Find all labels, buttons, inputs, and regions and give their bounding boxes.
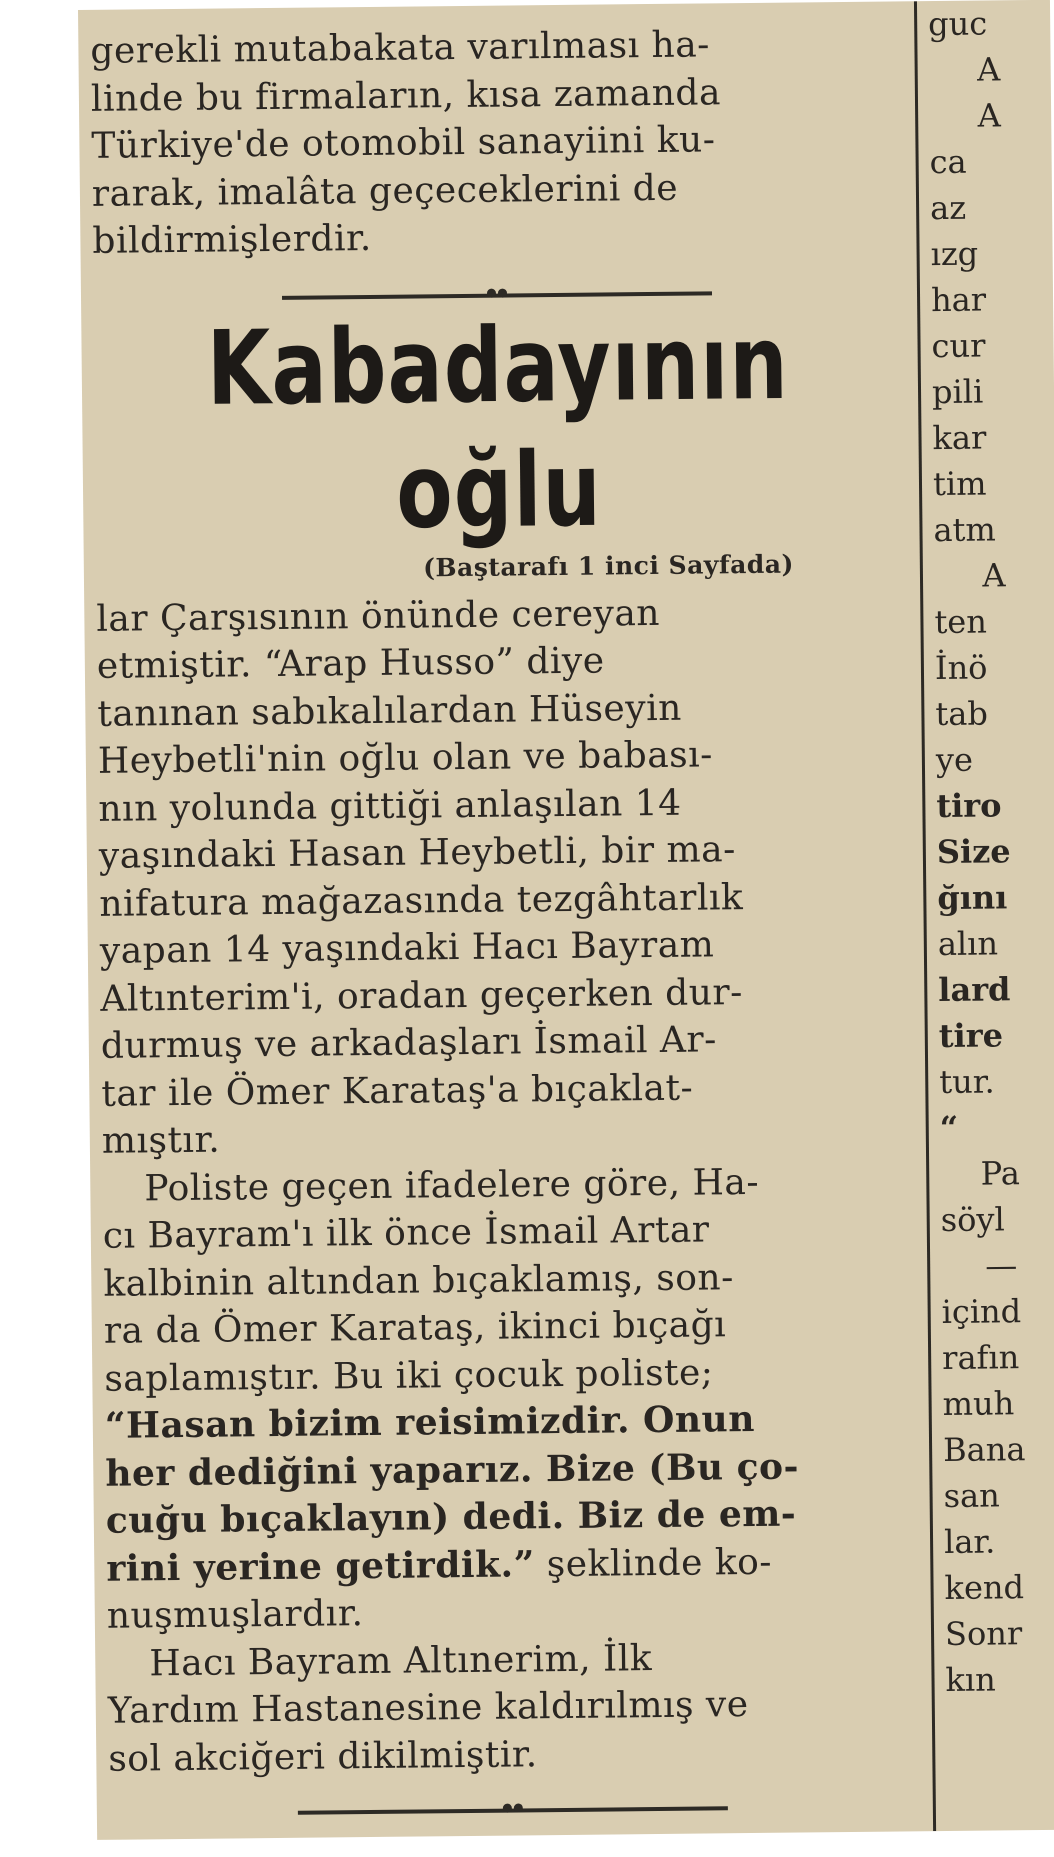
side-column-line: lar. — [943, 1522, 996, 1562]
side-column-line: atm — [933, 510, 996, 550]
text-line: Yardım Hastanesine kaldırılmış ve — [107, 1684, 749, 1732]
quote-line: rini yerine getirdik.” — [106, 1542, 536, 1590]
text-line — [106, 1537, 914, 1593]
text-line: etmiştir. “Arap Husso” diye — [96, 640, 605, 687]
headline: Kabadayının oğlu — [206, 303, 790, 552]
side-column-line: tire — [938, 1016, 1004, 1056]
side-column-line: kar — [932, 418, 987, 458]
text-line: kalbinin altından bıçaklamış, son- — [103, 1256, 734, 1305]
quote-line: “Hasan bizim reisimizdir. Onun — [104, 1397, 756, 1447]
text-line: saplamıştır. Bu iki çocuk poliste; — [104, 1351, 714, 1400]
text-line: tar ile Ömer Karataş'a bıçaklat- — [101, 1067, 694, 1115]
side-column-line: tiro — [936, 786, 1002, 826]
side-column-line: alın — [937, 924, 999, 964]
text-line: bildirmişlerdir. — [92, 217, 372, 262]
side-column-line: cur — [931, 326, 986, 366]
side-column-line: ye — [935, 740, 974, 780]
text-line: durmuş ve arkadaşları İsmail Ar- — [100, 1019, 718, 1067]
text-line: ra da Ömer Karataş, ikinci bıçağı — [103, 1304, 727, 1352]
side-column-line: pili — [931, 372, 984, 412]
text-line: nifatura mağazasında tezgâhtarlık — [99, 876, 744, 925]
side-column-line: içind — [941, 1292, 1022, 1332]
text-line: linde bu firmaların, kısa zamanda — [90, 71, 722, 120]
text-line: Poliste geçen ifadelere göre, Ha- — [144, 1161, 760, 1209]
side-column-line: rafın — [941, 1338, 1020, 1378]
side-column-line: az — [929, 188, 967, 228]
side-column-line: A — [976, 50, 1001, 89]
text-line: sol akciğeri dikilmiştir. — [108, 1733, 538, 1780]
paragraph-3 — [107, 1632, 916, 1783]
text-line: gerekli mutabakata varılması ha- — [90, 24, 711, 72]
paragraph-2 — [102, 1157, 915, 1640]
text-line: nın yolunda gittiği anlaşılan 14 — [98, 782, 682, 830]
text-line: yaşındaki Hasan Heybetli, bir ma- — [98, 829, 736, 877]
side-column-line: İnö — [934, 648, 988, 688]
quote-line: her dediğini yaparız. Bize (Bu ço- — [105, 1445, 800, 1495]
text-line: tanınan sabıkalılardan Hüseyin — [97, 687, 682, 735]
side-column-line: Size — [936, 832, 1011, 872]
article-top-tail — [90, 19, 900, 265]
side-column-line: “ — [939, 1108, 959, 1148]
main-column — [90, 1, 917, 1839]
side-column-line: Pa — [980, 1154, 1021, 1193]
quote-line: cuğu bıçaklayın) dedi. Biz de em- — [105, 1492, 797, 1542]
text-fragment: şeklinde ko- — [534, 1541, 773, 1585]
adjacent-column-fragment — [928, 0, 1054, 1703]
text-line: cı Bayram'ı ilk önce İsmail Artar — [102, 1209, 710, 1257]
side-column-line: A — [977, 96, 1001, 135]
text-line: yapan 14 yaşındaki Hacı Bayram — [99, 924, 715, 972]
text-line: mıştır. — [101, 1119, 221, 1162]
text-line: Türkiye'de otomobil sanayiini ku- — [91, 119, 716, 167]
side-column-line: har — [930, 280, 987, 320]
text-line: nuşmuşlardır. — [106, 1593, 364, 1637]
side-column-line: Bana — [942, 1430, 1026, 1470]
side-column-line: söyl — [940, 1200, 1005, 1240]
side-column-line: ızg — [930, 234, 979, 274]
side-column-line: — — [984, 1246, 1018, 1285]
continuation-note: (Baştarafı 1 inci Sayfada) — [422, 549, 794, 582]
side-column-line: kend — [944, 1568, 1025, 1608]
newspaper-clipping — [78, 0, 1054, 1840]
side-column-line: guc — [927, 4, 988, 44]
section-divider — [282, 291, 712, 300]
text-line: Hacı Bayram Altınerim, İlk — [149, 1637, 653, 1684]
side-column-line: lard — [938, 970, 1011, 1010]
section-divider-bottom — [298, 1806, 728, 1815]
side-column-line: tab — [935, 694, 989, 734]
text-line: Heybetli'nin oğlu olan ve babası- — [97, 734, 714, 782]
text-line: rarak, imalâta geçeceklerini de — [91, 167, 679, 215]
side-column-line: A — [982, 556, 1006, 595]
side-column-line: Sonr — [944, 1614, 1023, 1654]
side-column-line: ğını — [937, 878, 1008, 918]
text-line: Altınterim'i, oradan geçerken dur- — [100, 971, 744, 1020]
side-column-line: kın — [945, 1660, 996, 1700]
side-column-line: muh — [942, 1384, 1015, 1424]
side-column-line: tim — [932, 464, 987, 504]
side-column-line: san — [943, 1476, 1000, 1516]
side-column-line: ca — [929, 142, 967, 182]
side-column-line: tur. — [939, 1062, 995, 1102]
paragraph-1 — [96, 587, 910, 1165]
text-line: lar Çarşısının önünde cereyan — [96, 592, 661, 640]
side-column-line: ten — [934, 602, 988, 642]
